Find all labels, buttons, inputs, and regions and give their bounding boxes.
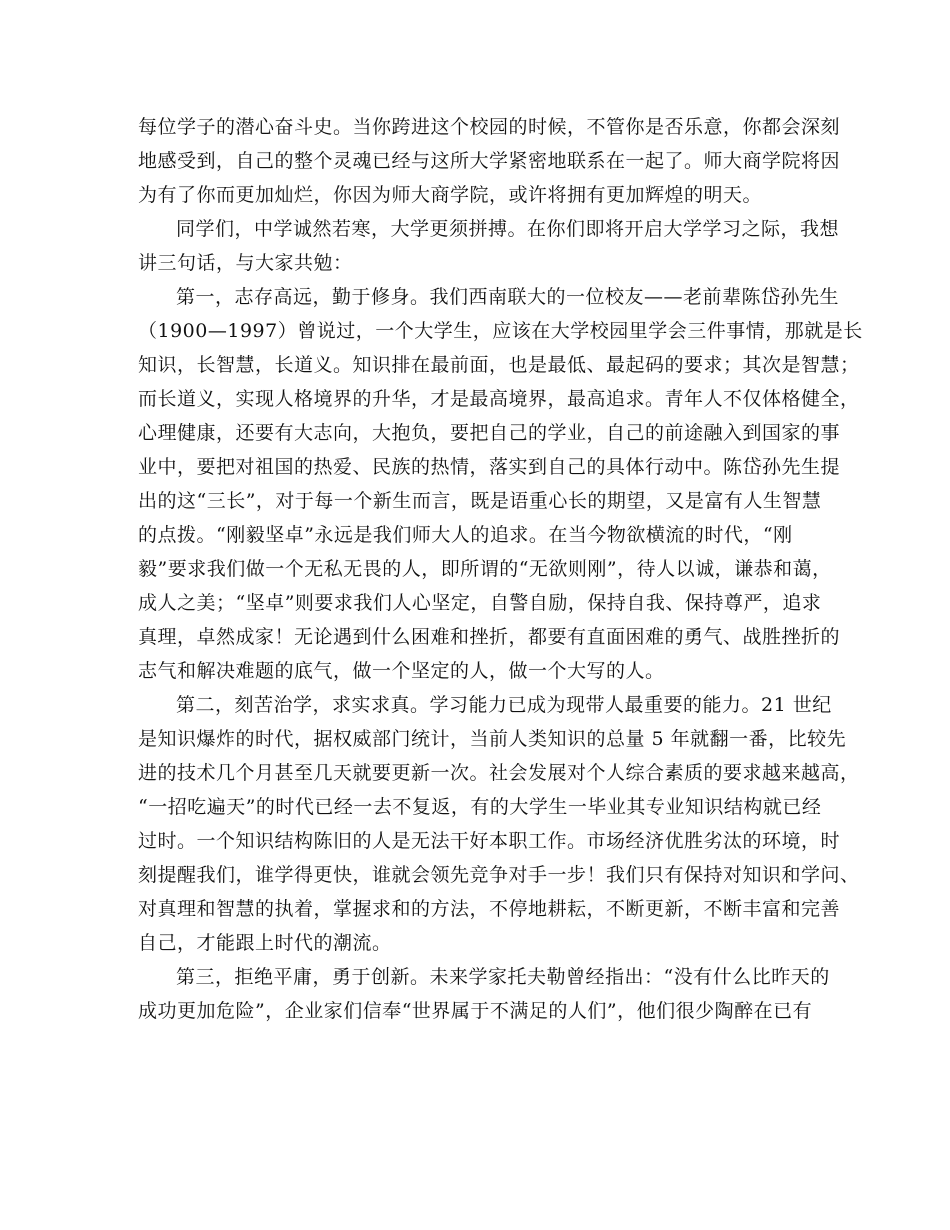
text-line: 真理，卓然成家！无论遇到什么困难和挫折，都要有直面困难的勇气、战胜挫折的 <box>138 626 841 648</box>
text-line: 对真理和智慧的执着，掌握求和的方法，不停地耕耘，不断更新，不断丰富和完善 <box>138 898 841 920</box>
text-line: 第二，刻苦治学，求实求真。学习能力已成为现带人最重要的能力。21 世纪 <box>176 694 832 716</box>
text-line: “一招吃遍天”的时代已经一去不复返，有的大学生一毕业其专业知识结构就已经 <box>138 796 822 818</box>
text-line: 进的技术几个月甚至几天就要更新一次。社会发展对个人综合素质的要求越来越高， <box>138 762 860 784</box>
text-line: 地感受到，自己的整个灵魂已经与这所大学紧密地联系在一起了。师大商学院将因 <box>138 150 841 172</box>
text-line: 知识，长智慧，长道义。知识排在最前面，也是最低、最起码的要求；其次是智慧； <box>138 354 860 376</box>
text-line: 刻提醒我们，谁学得更快，谁就会领先竞争对手一步！我们只有保持对知识和学问、 <box>138 864 860 886</box>
text-line: 第一，志存高远，勤于修身。我们西南联大的一位校友——老前辈陈岱孙先生 <box>176 286 840 308</box>
paragraph <box>138 280 863 688</box>
paragraph <box>138 212 840 280</box>
text-line: 的点拨。“刚毅坚卓”永远是我们师大人的追求。在当今物欲横流的时代，“刚 <box>138 524 793 546</box>
text-line: 毅”要求我们做一个无私无畏的人，即所谓的“无欲则刚”，待人以诚，谦恭和蔼， <box>138 558 832 580</box>
text-line: 而长道义，实现人格境界的升华，才是最高境界，最高追求。青年人不仅体格健全， <box>138 388 860 410</box>
document-body <box>138 110 863 1028</box>
text-line: 讲三句话，与大家共勉： <box>138 252 353 274</box>
text-line: 成功更加危险”，企业家们信奉“世界属于不满足的人们”，他们很少陶醉在已有 <box>138 1000 813 1022</box>
paragraph <box>138 110 841 212</box>
text-line: 过时。一个知识结构陈旧的人是无法干好本职工作。市场经济优胜劣汰的环境，时 <box>138 830 841 852</box>
text-line: 出的这“三长”，对于每一个新生而言，既是语重心长的期望，又是富有人生智慧 <box>138 490 822 512</box>
text-line: 是知识爆炸的时代，据权威部门统计，当前人类知识的总量 5 年就翻一番，比较先 <box>138 728 847 750</box>
text-line: 第三，拒绝平庸，勇于创新。未来学家托夫勒曾经指出：“没有什么比昨天的 <box>176 966 830 988</box>
text-line: 业中，要把对祖国的热爱、民族的热情，落实到自己的具体行动中。陈岱孙先生提 <box>138 456 841 478</box>
paragraph <box>138 688 860 960</box>
text-line: 自己，才能跟上时代的潮流。 <box>138 932 392 954</box>
text-line: 同学们，中学诚然若寒，大学更须拼搏。在你们即将开启大学学习之际，我想 <box>176 218 840 240</box>
text-line: 心理健康，还要有大志向，大抱负，要把自己的学业，自己的前途融入到国家的事 <box>138 422 841 444</box>
text-line: 为有了你而更加灿烂，你因为师大商学院，或许将拥有更加辉煌的明天。 <box>138 184 763 206</box>
paragraph <box>138 960 830 1028</box>
text-line: （1900—1997）曾说过，一个大学生，应该在大学校园里学会三件事情，那就是长 <box>138 320 863 342</box>
text-line: 每位学子的潜心奋斗史。当你跨进这个校园的时候，不管你是否乐意，你都会深刻 <box>138 116 841 138</box>
text-line: 志气和解决难题的底气，做一个坚定的人，做一个大写的人。 <box>138 660 665 682</box>
text-line: 成人之美；“坚卓”则要求我们人心坚定，自警自励，保持自我、保持尊严，追求 <box>138 592 822 614</box>
